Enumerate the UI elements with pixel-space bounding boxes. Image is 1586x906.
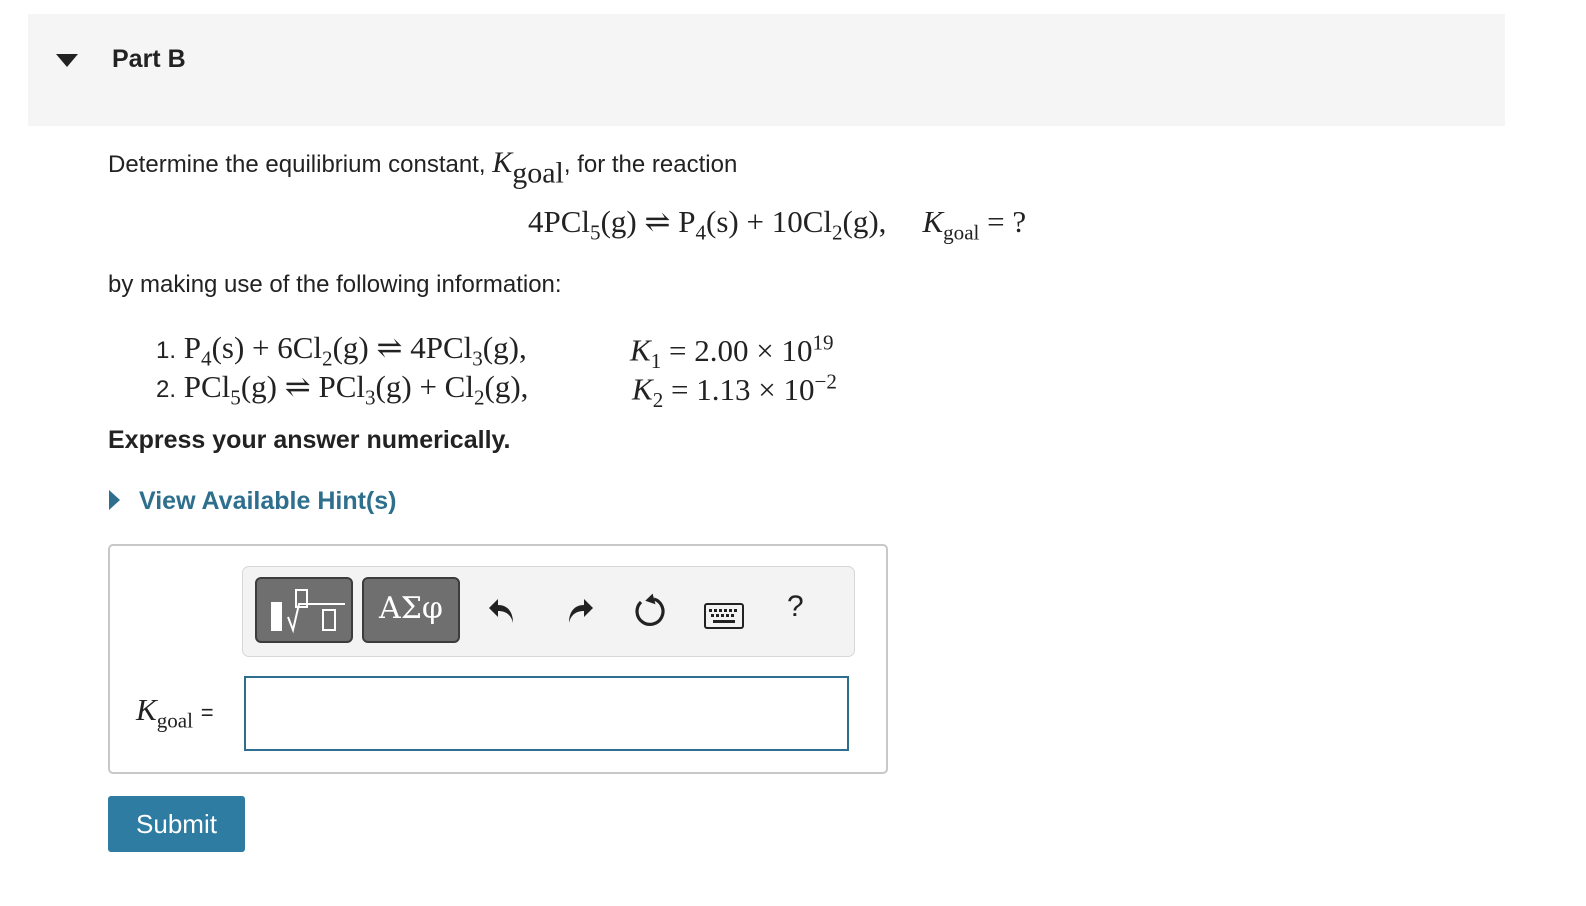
help-icon[interactable]: ? <box>787 590 804 623</box>
reaction-2 <box>156 369 528 410</box>
prompt-text-before: Determine the equilibrium constant, <box>108 151 493 178</box>
undo-icon[interactable] <box>486 593 520 627</box>
part-title: Part B <box>112 45 186 73</box>
answer-instruction: Express your answer numerically. <box>108 426 511 454</box>
goal-k-symbol: K <box>922 204 944 239</box>
part-header[interactable] <box>28 14 1505 126</box>
answer-k-symbol: K <box>136 692 157 727</box>
view-hints-link[interactable]: View Available Hint(s) <box>139 487 397 515</box>
greek-symbols-button[interactable] <box>362 577 460 643</box>
k2-symbol: K <box>632 371 653 407</box>
goal-reaction-equation: 4PCl$_5$(g) ⇌ $P_4(s) + 10Cl_2(g)$, <box>528 204 887 245</box>
reaction-2-equation: PCl$_5$(g) ⇌ $PCl_3(g) + Cl_2(g)$, <box>183 369 529 410</box>
prompt-text-after: , for the reaction <box>563 151 738 178</box>
redo-icon[interactable] <box>562 593 596 627</box>
goal-k-value: = ? <box>987 204 1027 239</box>
k2-subscript: 2 <box>652 387 664 412</box>
prompt-k-subscript: goal <box>512 156 564 190</box>
answer-input[interactable] <box>244 676 849 751</box>
k1-subscript: 1 <box>650 348 662 373</box>
reaction-2-constant <box>632 369 837 413</box>
k1-value: = $2.00 \times 10^{19}$ <box>668 330 834 368</box>
reaction-1-number: 1. <box>156 337 177 364</box>
reaction-1-constant <box>630 330 834 374</box>
goal-k-subscript: goal <box>943 220 980 245</box>
question-prompt <box>108 146 737 191</box>
answer-equals: = <box>200 700 214 725</box>
hint-caret-icon[interactable] <box>109 490 120 510</box>
templates-icon <box>257 579 351 641</box>
reaction-2-number: 2. <box>156 376 177 403</box>
submit-button[interactable]: Submit <box>108 796 245 852</box>
reaction-1 <box>156 330 527 371</box>
greek-symbols-label: ΑΣφ <box>379 591 443 626</box>
reset-icon[interactable] <box>632 593 668 629</box>
prompt-k-symbol: K <box>492 146 513 179</box>
keyboard-icon[interactable] <box>704 603 744 629</box>
templates-button[interactable] <box>255 577 353 643</box>
goal-reaction <box>528 204 1026 245</box>
answer-label <box>136 692 214 733</box>
reaction-1-equation: $P_4(s) + 6Cl_2(g)$ ⇌ 4PCl$_3$(g), <box>183 330 527 371</box>
answer-k-subscript: goal <box>156 708 193 733</box>
info-intro: by making use of the following information: <box>108 271 562 298</box>
collapse-caret-icon[interactable] <box>56 54 78 67</box>
k1-symbol: K <box>630 332 651 368</box>
k2-value: = $1.13 \times 10^{-2}$ <box>670 369 837 407</box>
